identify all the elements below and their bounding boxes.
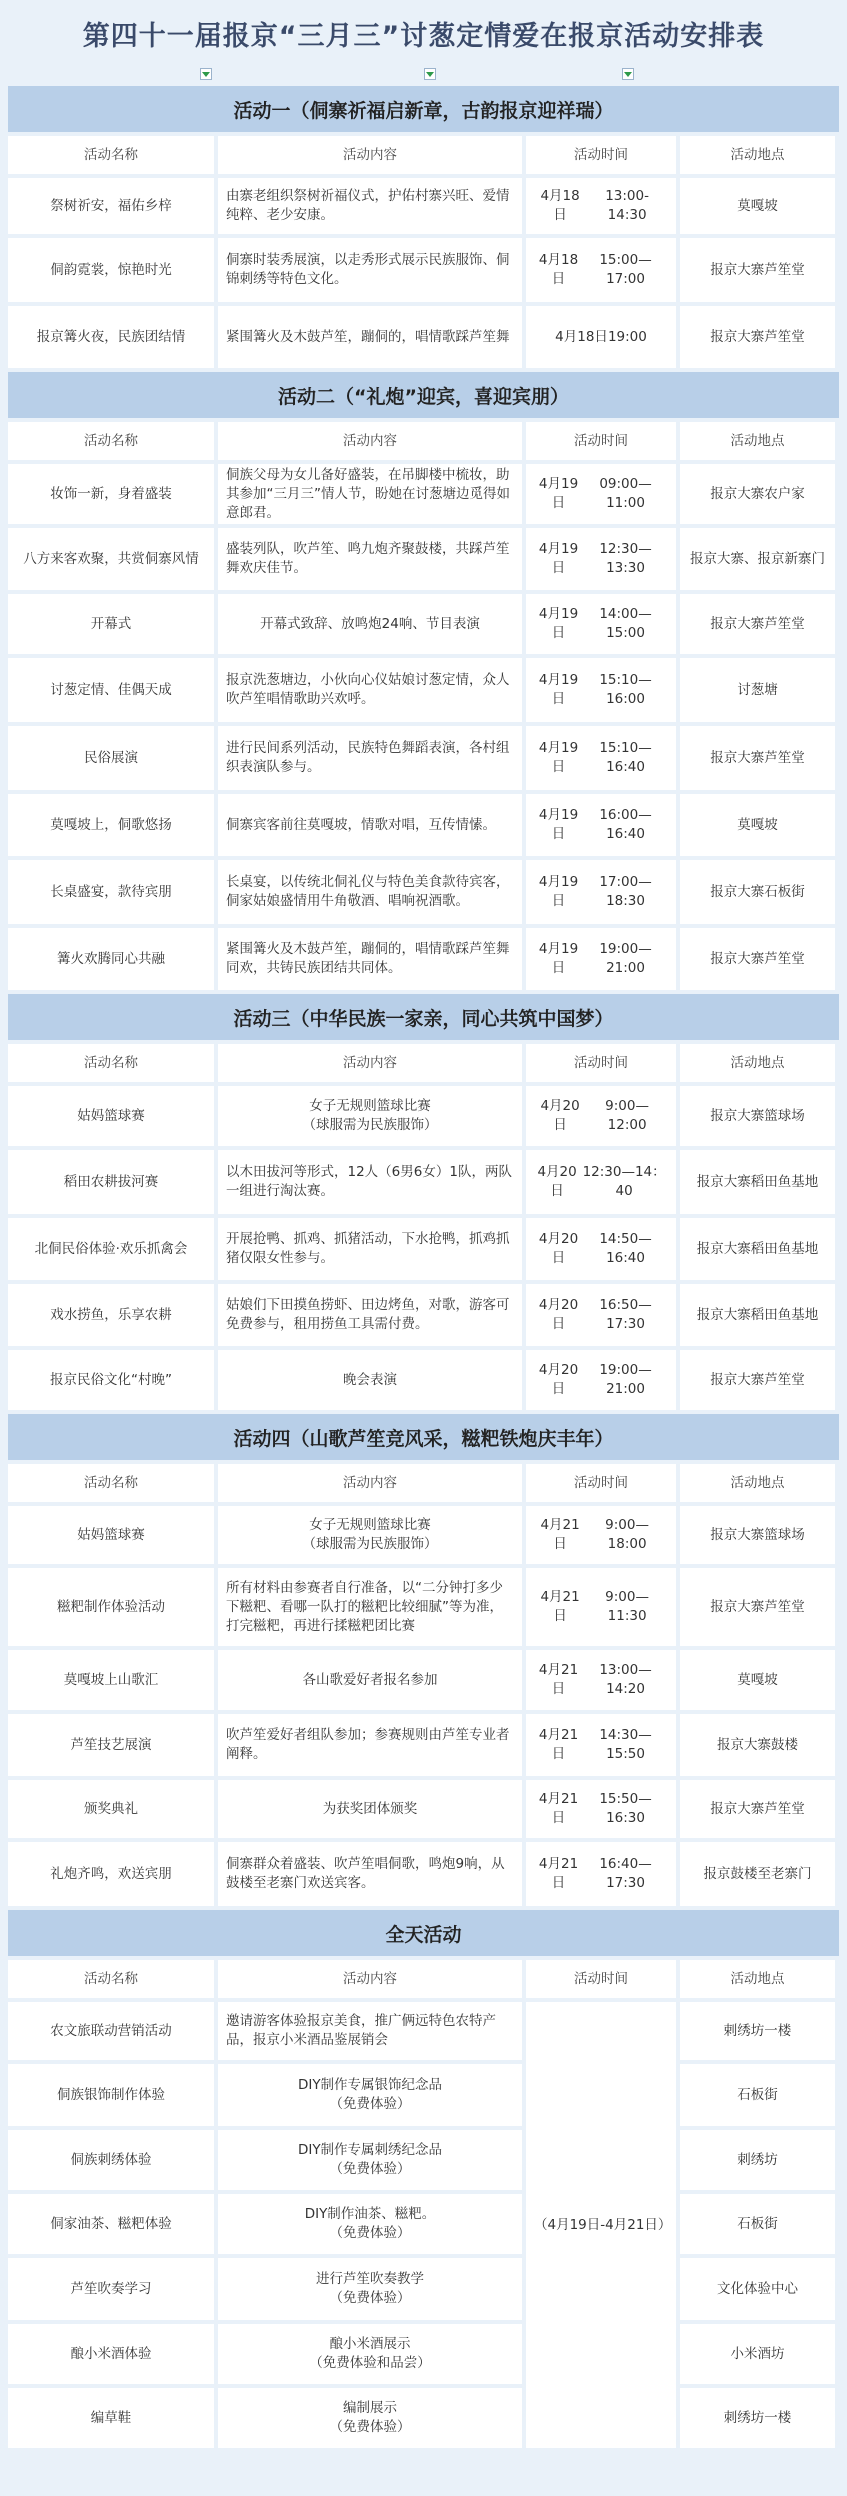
activity-clock: 13:00—14:20 [599, 1662, 652, 1697]
activity-date: 4月20日 [538, 1231, 579, 1266]
activity-content: 进行民间系列活动，民族特色舞蹈表演，各村组织表演队参与。 [218, 726, 522, 790]
column-header: 活动地点 [680, 1464, 835, 1502]
activity-content: 晚会表演 [218, 1350, 522, 1410]
activity-clock: 19:00—21:00 [599, 1362, 652, 1397]
table-row [8, 1714, 839, 1776]
activity-date: 4月21日 [538, 1662, 579, 1697]
column-header: 活动名称 [8, 1464, 214, 1502]
activity-date: 4月18日 [538, 252, 579, 287]
activity-name: 糍粑制作体验活动 [8, 1568, 214, 1646]
activity-place: 莫嘎坡 [680, 1650, 835, 1710]
activity-content: 长桌宴，以传统北侗礼仪与特色美食款待宾客，侗家姑娘盛情用牛角敬酒、唱响祝酒歌。 [218, 860, 522, 924]
activity-name: 侗家油茶、糍粑体验 [8, 2194, 214, 2254]
activity-time [526, 794, 676, 856]
activity-date: 4月20日 [538, 1297, 579, 1332]
activity-place: 报京大寨稻田鱼基地 [680, 1150, 835, 1214]
table-row [8, 1842, 839, 1906]
activity-date: 4月20日 [540, 1098, 580, 1133]
activity-content: 报京洗葱塘边，小伙向心仪姑娘讨葱定情，众人吹芦笙唱情歌助兴欢呼。 [218, 658, 522, 722]
column-header: 活动时间 [526, 1464, 676, 1502]
table-row [8, 528, 839, 590]
activity-content: 吹芦笙爱好者组队参加；参赛规则由芦笙专业者阐释。 [218, 1714, 522, 1776]
column-header: 活动地点 [680, 136, 835, 174]
activity-date: 4月21日 [540, 1517, 580, 1552]
activity-name: 莫嘎坡上山歌汇 [8, 1650, 214, 1710]
table-row [8, 594, 839, 654]
activity-time [526, 726, 676, 790]
activity-name: 颁奖典礼 [8, 1780, 214, 1838]
table-row [8, 1780, 839, 1838]
table-row [8, 464, 839, 524]
activity-place: 石板街 [680, 2064, 835, 2126]
activity-time [526, 1714, 676, 1776]
table-row [8, 2064, 522, 2126]
activity-clock: 9:00—12:00 [605, 1098, 649, 1133]
column-header-row [8, 1960, 839, 1998]
activity-place: 剌绣坊一楼 [680, 2002, 835, 2060]
activity-time [526, 306, 676, 368]
activity-clock: 16:40—17:30 [599, 1856, 652, 1891]
table-row [8, 1506, 839, 1564]
column-header: 活动名称 [8, 1960, 214, 1998]
column-header: 活动时间 [526, 422, 676, 460]
activity-content: 开展抢鸭、抓鸡、抓猪活动，下水抢鸭，抓鸡抓猪仅限女性参与。 [218, 1218, 522, 1280]
activity-content: 紧围篝火及木鼓芦笙，蹦侗的，唱情歌踩芦笙舞 [218, 306, 522, 368]
activity-place: 报京大寨稻田鱼基地 [680, 1218, 835, 1280]
activity-clock: 15:10—16:40 [599, 740, 652, 775]
activity-content: 为获奖团体颁奖 [218, 1780, 522, 1838]
table-row [8, 2002, 522, 2060]
activity-time [526, 1842, 676, 1906]
table-row [8, 726, 839, 790]
activity-time [526, 1568, 676, 1646]
activity-content: DIY制作专属刺绣纪念品 （免费体验） [218, 2130, 522, 2190]
activity-date: 4月21日 [540, 1589, 580, 1624]
table-row [8, 1086, 839, 1146]
activity-name: 戏水捞鱼，乐享农耕 [8, 1284, 214, 1346]
activity-place: 报京鼓楼至老寨门 [680, 1842, 835, 1906]
activity-clock: 13:00-14:30 [605, 188, 649, 223]
column-header: 活动内容 [218, 1960, 522, 1998]
activity-clock: 09:00—11:00 [599, 476, 652, 511]
activity-clock: 19:00—21:00 [599, 941, 652, 976]
activity-date: 4月21日 [538, 1791, 579, 1826]
table-row [8, 1650, 839, 1710]
activity-time [526, 178, 676, 234]
allday-time: （4月19日-4月21日） [526, 2002, 676, 2448]
activity-name: 讨葱定情、佳偶天成 [8, 658, 214, 722]
activity-place: 报京大寨石板街 [680, 860, 835, 924]
table-row [8, 860, 839, 924]
activity-clock: 15:10—16:00 [599, 672, 652, 707]
activity-name: 八方来客欢聚，共赏侗寨风情 [8, 528, 214, 590]
activity-name: 农文旅联动营销活动 [8, 2002, 214, 2060]
table-row [8, 2388, 522, 2448]
activity-date: 4月19日 [538, 606, 579, 641]
column-header: 活动地点 [680, 1044, 835, 1082]
section-heading: 活动三（中华民族一家亲，同心共筑中国梦） [8, 994, 839, 1040]
activity-content: 编制展示 （免费体验） [218, 2388, 522, 2448]
activity-clock: 17:00—18:30 [599, 874, 652, 909]
activity-time [526, 658, 676, 722]
activity-place: 报京大寨芦笙堂 [680, 238, 835, 302]
activity-place: 报京大寨农户家 [680, 464, 835, 524]
activity-clock: 9:00—18:00 [605, 1517, 649, 1552]
activity-place: 小米酒坊 [680, 2324, 835, 2384]
activity-name: 稻田农耕拔河赛 [8, 1150, 214, 1214]
column-header: 活动名称 [8, 1044, 214, 1082]
activity-place: 莫嘎坡 [680, 794, 835, 856]
activity-place: 刺绣坊 [680, 2130, 835, 2190]
activity-name: 篝火欢腾同心共融 [8, 928, 214, 990]
activity-content: 酿小米酒展示 （免费体验和品尝） [218, 2324, 522, 2384]
table-row [8, 2258, 522, 2320]
activity-place: 文化体验中心 [680, 2258, 835, 2320]
activity-content: 进行芦笙吹奏教学 （免费体验） [218, 2258, 522, 2320]
activity-clock: 14:50—16:40 [599, 1231, 652, 1266]
activity-place: 报京大寨芦笙堂 [680, 1568, 835, 1646]
activity-name: 姑妈篮球赛 [8, 1086, 214, 1146]
table-row [8, 1350, 839, 1410]
activity-date: 4月19日 [538, 672, 579, 707]
activity-clock: 12:30—14：40 [582, 1164, 666, 1199]
activity-content: DIY制作油茶、糍粑。 （免费体验） [218, 2194, 522, 2254]
activity-time [526, 1350, 676, 1410]
activity-date: 4月19日 [538, 807, 579, 842]
activity-name: 姑妈篮球赛 [8, 1506, 214, 1564]
column-header: 活动内容 [218, 1044, 522, 1082]
activity-date: 4月19日 [538, 476, 579, 511]
activity-clock: 15:00—17:00 [599, 252, 652, 287]
activity-name: 编草鞋 [8, 2388, 214, 2448]
column-header-row [8, 422, 839, 460]
activity-time [526, 1284, 676, 1346]
activity-name: 报京篝火夜，民族团结情 [8, 306, 214, 368]
activity-time [526, 860, 676, 924]
activity-content: 姑娘们下田摸鱼捞虾、田边烤鱼，对歌，游客可免费参与，租用捞鱼工具需付费。 [218, 1284, 522, 1346]
activity-content: 女子无规则篮球比赛 （球服需为民族服饰） [218, 1086, 522, 1146]
activity-content: 开幕式致辞、放鸣炮24响、节目表演 [218, 594, 522, 654]
column-header: 活动内容 [218, 1464, 522, 1502]
activity-date: 4月19日 [538, 874, 579, 909]
activity-place: 报京大寨鼓楼 [680, 1714, 835, 1776]
activity-content: 所有材料由参赛者自行准备，以“二分钟打多少下糍粑、看哪一队打的糍粑比较细腻”等为准，打完糍粑，再进行揉糍粑团比赛 [218, 1568, 522, 1646]
activity-time [526, 1780, 676, 1838]
column-header: 活动时间 [526, 1960, 676, 1998]
table-row [8, 306, 839, 368]
filter-dropdown-icon[interactable] [622, 68, 634, 80]
activity-name: 侗韵霓裳，惊艳时光 [8, 238, 214, 302]
activity-content: 由寨老组织祭树祈福仪式，护佑村寨兴旺、爱情纯粹、老少安康。 [218, 178, 522, 234]
activity-name: 民俗展演 [8, 726, 214, 790]
activity-time [526, 464, 676, 524]
activity-content: DIY制作专属银饰纪念品 （免费体验） [218, 2064, 522, 2126]
activity-date: 4月18日 [555, 328, 608, 345]
activity-time [526, 528, 676, 590]
activity-time [526, 1650, 676, 1710]
activity-date: 4月21日 [538, 1727, 579, 1762]
activity-name: 芦笙吹奏学习 [8, 2258, 214, 2320]
activity-place: 报京大寨稻田鱼基地 [680, 1284, 835, 1346]
column-header: 活动地点 [680, 1960, 835, 1998]
activity-time [526, 1150, 676, 1214]
column-header-row [8, 1464, 839, 1502]
activity-content: 各山歌爱好者报名参加 [218, 1650, 522, 1710]
activity-place: 报京大寨芦笙堂 [680, 1350, 835, 1410]
activity-name: 酿小米酒体验 [8, 2324, 214, 2384]
activity-date: 4月19日 [538, 541, 579, 576]
activity-time [526, 238, 676, 302]
activity-place: 报京大寨芦笙堂 [680, 1780, 835, 1838]
activity-clock: 19:00 [607, 328, 647, 345]
schedule-table [8, 86, 839, 2448]
table-row [8, 2130, 522, 2190]
filter-dropdown-icon[interactable] [200, 68, 212, 80]
activity-place: 刺绣坊一楼 [680, 2388, 835, 2448]
activity-place: 莫嘎坡 [680, 178, 835, 234]
activity-clock: 15:50—16:30 [599, 1791, 652, 1826]
activity-clock: 14:30—15:50 [599, 1727, 652, 1762]
filter-arrows [0, 66, 847, 84]
column-header: 活动时间 [526, 136, 676, 174]
table-row [8, 794, 839, 856]
activity-clock: 12:30—13:30 [599, 541, 652, 576]
table-row [8, 1568, 839, 1646]
activity-content: 紧围篝火及木鼓芦笙，蹦侗的，唱情歌踩芦笙舞同欢，共铸民族团结共同体。 [218, 928, 522, 990]
column-header: 活动时间 [526, 1044, 676, 1082]
activity-place: 报京大寨、报京新寨门 [680, 528, 835, 590]
activity-place: 报京大寨芦笙堂 [680, 594, 835, 654]
activity-date: 4月19日 [538, 740, 579, 775]
activity-date: 4月19日 [538, 941, 579, 976]
activity-name: 莫嘎坡上，侗歌悠扬 [8, 794, 214, 856]
allday-block [8, 2002, 839, 2448]
activity-date: 4月20日 [537, 1164, 577, 1199]
activity-content: 侗寨宾客前往莫嘎坡，情歌对唱，互传情愫。 [218, 794, 522, 856]
table-row [8, 2194, 522, 2254]
activity-content: 盛装列队，吹芦笙、鸣九炮齐聚鼓楼，共踩芦笙舞欢庆佳节。 [218, 528, 522, 590]
activity-name: 开幕式 [8, 594, 214, 654]
activity-date: 4月20日 [538, 1362, 579, 1397]
activity-name: 北侗民俗体验·欢乐抓禽会 [8, 1218, 214, 1280]
filter-dropdown-icon[interactable] [424, 68, 436, 80]
activity-date: 4月21日 [538, 1856, 579, 1891]
activity-name: 妆饰一新，身着盛装 [8, 464, 214, 524]
activity-content: 侗寨群众着盛装、吹芦笙唱侗歌，鸣炮9响，从鼓楼至老寨门欢送宾客。 [218, 1842, 522, 1906]
allday-left [8, 2002, 522, 2448]
activity-name: 侗族银饰制作体验 [8, 2064, 214, 2126]
activity-clock: 16:50—17:30 [599, 1297, 652, 1332]
activity-content: 邀请游客体验报京美食，推广俩远特色农特产品，报京小米酒品鉴展销会 [218, 2002, 522, 2060]
column-header: 活动内容 [218, 422, 522, 460]
activity-name: 报京民俗文化“村晚” [8, 1350, 214, 1410]
activity-place: 报京大寨芦笙堂 [680, 306, 835, 368]
column-header: 活动名称 [8, 422, 214, 460]
activity-time [526, 594, 676, 654]
activity-name: 礼炮齐鸣，欢送宾朋 [8, 1842, 214, 1906]
allday-right [680, 2002, 835, 2448]
table-row [8, 2324, 522, 2384]
table-row [8, 238, 839, 302]
section-heading: 活动四（山歌芦笙竞风采，糍粑铁炮庆丰年） [8, 1414, 839, 1460]
section-heading: 活动一（侗寨祈福启新章，古韵报京迎祥瑞） [8, 86, 839, 132]
activity-time [526, 1086, 676, 1146]
activity-place: 报京大寨篮球场 [680, 1506, 835, 1564]
activity-time [526, 1218, 676, 1280]
activity-content: 侗族父母为女儿备好盛装，在吊脚楼中梳妆，助其参加“三月三”情人节，盼她在讨葱塘边觅得如意郎君。 [218, 464, 522, 524]
table-row [8, 1284, 839, 1346]
activity-name: 芦笙技艺展演 [8, 1714, 214, 1776]
activity-content: 女子无规则篮球比赛 （球服需为民族服饰） [218, 1506, 522, 1564]
table-row [8, 658, 839, 722]
activity-content: 侗寨时装秀展演，以走秀形式展示民族服饰、侗锦刺绣等特色文化。 [218, 238, 522, 302]
activity-place: 石板街 [680, 2194, 835, 2254]
activity-place: 讨葱塘 [680, 658, 835, 722]
activity-content: 以木田拔河等形式，12人（6男6女）1队，两队一组进行淘汰赛。 [218, 1150, 522, 1214]
table-row [8, 178, 839, 234]
column-header: 活动名称 [8, 136, 214, 174]
page-title: 第四十一届报京“三月三”讨葱定情爱在报京活动安排表 [82, 20, 765, 52]
column-header-row [8, 136, 839, 174]
activity-clock: 16:00—16:40 [599, 807, 652, 842]
table-row [8, 1150, 839, 1214]
activity-time [526, 928, 676, 990]
activity-place: 报京大寨篮球场 [680, 1086, 835, 1146]
activity-time [526, 1506, 676, 1564]
section-heading: 活动二（“礼炮”迎宾，喜迎宾朋） [8, 372, 839, 418]
activity-name: 祭树祈安，福佑乡梓 [8, 178, 214, 234]
section-heading: 全天活动 [8, 1910, 839, 1956]
column-header: 活动地点 [680, 422, 835, 460]
activity-name: 侗族刺绣体验 [8, 2130, 214, 2190]
column-header-row [8, 1044, 839, 1082]
activity-place: 报京大寨芦笙堂 [680, 726, 835, 790]
activity-date: 4月18日 [540, 188, 580, 223]
table-row [8, 1218, 839, 1280]
activity-clock: 9:00—11:30 [605, 1589, 649, 1624]
table-row [8, 928, 839, 990]
activity-name: 长桌盛宴，款待宾朋 [8, 860, 214, 924]
activity-clock: 14:00—15:00 [599, 606, 652, 641]
column-header: 活动内容 [218, 136, 522, 174]
activity-place: 报京大寨芦笙堂 [680, 928, 835, 990]
